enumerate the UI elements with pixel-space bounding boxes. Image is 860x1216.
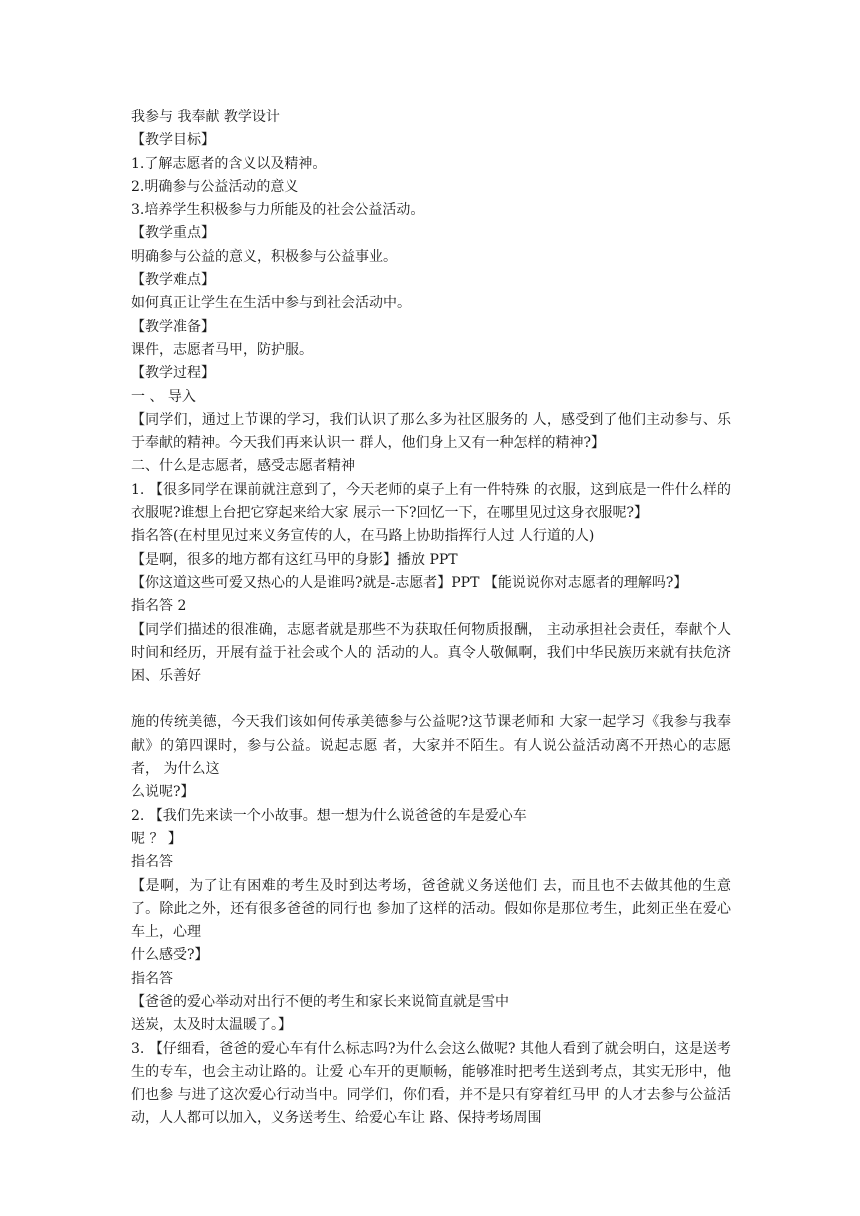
section-heading-difficulties: 【教学难点】 bbox=[131, 272, 215, 289]
document-title: 我参与 我奉献 教学设计 bbox=[131, 109, 280, 125]
subsection-two-heading: 二、什么是志愿者，感受志愿者精神 bbox=[131, 458, 355, 475]
intro-paragraph: 【同学们，通过上节课的学习，我们认识了那么多为社区服务的 人，感受到了他们主动参与、乐于奉献的精神。今天我们再来认识一 群人，他们身上又有一种怎样的精神?】 bbox=[131, 411, 731, 452]
section-heading-process: 【教学过程】 bbox=[131, 365, 215, 382]
difficulties-text: 如何真正让学生在生活中参与到社会活动中。 bbox=[131, 295, 411, 312]
feeling-line: 什么感受?】 bbox=[131, 947, 209, 964]
section-heading-objectives: 【教学目标】 bbox=[131, 132, 215, 149]
answer-line-1: 指名答(在村里见过来义务宣传的人，在马路上协助指挥行人过 人行道的人) bbox=[131, 528, 595, 545]
answer-line-3: 指名答 bbox=[131, 854, 173, 871]
objective-3: 3.培养学生积极参与力所能及的社会公益活动。 bbox=[131, 202, 425, 219]
story-line-end: 呢 ？ 】 bbox=[131, 830, 182, 847]
tradition-paragraph: 施的传统美德，今天我们该如何传承美德参与公益呢?这节课老师和 大家一起学习《我参与我奉献》的第四课时，参与公益。说起志愿 者，大家并不陌生。有人说公益活动离不开热心的志愿者， 为什么这 bbox=[131, 714, 731, 778]
why-line: 么说呢?】 bbox=[131, 784, 195, 801]
document-body bbox=[131, 106, 731, 1131]
objective-1: 1.了解志愿者的含义以及精神。 bbox=[131, 155, 327, 172]
paragraph-step-1: 1. 【很多同学在课前就注意到了，今天老师的桌子上有一件特殊 的衣服，这到底是一件什么样的衣服呢?谁想上台把它穿起来给大家 展示一下?回忆一下，在哪里见过这身衣服呢?】 bbox=[131, 481, 731, 522]
subsection-intro-heading: 一 、 导入 bbox=[131, 388, 196, 405]
red-vest-line: 【是啊，很多的地方都有这红马甲的身影】播放 PPT bbox=[131, 551, 458, 568]
paragraph-gap bbox=[131, 688, 731, 711]
volunteer-question-line: 【你这道这些可爱又热心的人是谁吗?就是-志愿者】PPT 【能说说你对志愿者的理解吗?】 bbox=[131, 574, 688, 591]
section-heading-key-points: 【教学重点】 bbox=[131, 225, 215, 242]
snow-line: 【爸爸的爱心举动对出行不便的考生和家长来说简直就是雪中 bbox=[131, 993, 509, 1010]
section-heading-preparation: 【教学准备】 bbox=[131, 318, 215, 335]
preparation-text: 课件，志愿者马甲，防护服。 bbox=[131, 341, 313, 358]
exam-paragraph: 【是啊，为了让有困难的考生及时到达考场，爸爸就义务送他们 去，而且也不去做其他的生意了。除此之外，还有很多爸爸的同行也 参加了这样的活动。假如你是那位考生，此刻正坐在爱心车上，心理 bbox=[131, 877, 731, 941]
volunteer-description-paragraph: 【同学们描述的很准确，志愿者就是那些不为获取任何物质报酬， 主动承担社会责任，奉献个人时间和经历，开展有益于社会或个人的 活动的人。真令人敬佩啊，我们中华民族历来就有扶危济困、乐善好 bbox=[131, 621, 731, 685]
key-points-text: 明确参与公益的意义，积极参与公益事业。 bbox=[131, 248, 397, 265]
story-line: 2. 【我们先来读一个小故事。想一想为什么说爸爸的车是爱心车 bbox=[131, 807, 527, 824]
paragraph-step-3: 3. 【仔细看，爸爸的爱心车有什么标志吗?为什么会这么做呢? 其他人看到了就会明白，这是送考生的专车，也会主动让路的。让爱 心车开的更顺畅，能够准时把考生送到考点，其实无形中，他们也参 与进了这次爱心行动当中。同学们，你们看，并不是只有穿着红马甲 的人才去参与公益活动，人人都可以加入，义务送考生、给爱心车让 路、保持考场周围 bbox=[131, 1040, 731, 1127]
answer-line-4: 指名答 bbox=[131, 970, 173, 987]
charcoal-line: 送炭，太及时太温暖了。】 bbox=[131, 1017, 292, 1034]
answer-line-2: 指名答 2 bbox=[131, 598, 187, 615]
objective-2: 2.明确参与公益活动的意义 bbox=[131, 178, 299, 195]
